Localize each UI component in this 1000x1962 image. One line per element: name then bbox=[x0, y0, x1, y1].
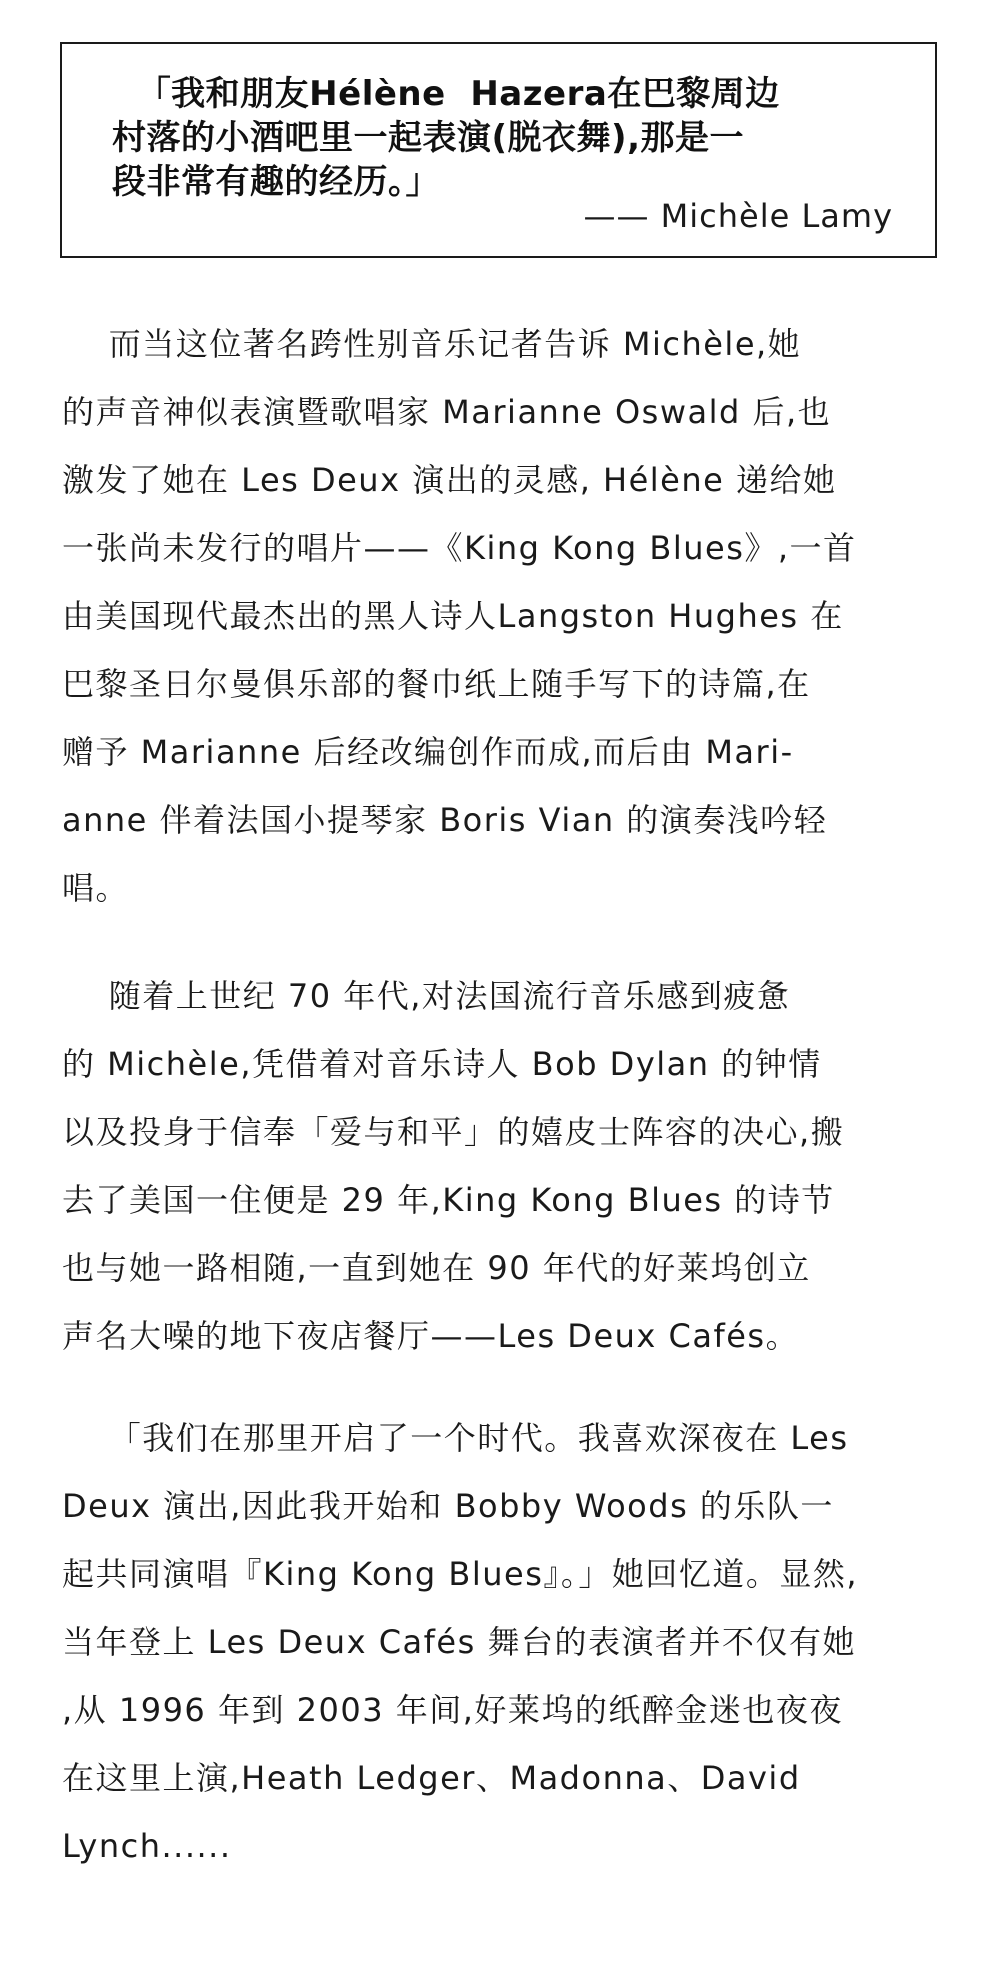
quote-author: —— Michèle Lamy bbox=[583, 197, 893, 235]
paragraph-3: 「我们在那里开启了一个时代。我喜欢深夜在 Les Deux 演出,因此我开始和 Bobby Woods 的乐队一 起共同演唱『King Kong Blues』。」她回忆道。显然, 当年登上 Les Deux Cafés 舞台的表演者并不仅有她 ,从 1996 年到 2003 年间,好莱坞的纸醉金迷也夜夜 在这里上演,Heath Ledger、Madonna、David Lynch...... bbox=[62, 1419, 859, 1865]
quote-box bbox=[60, 42, 937, 258]
quote-text: 「我和朋友Hélène Hazera在巴黎周边 村落的小酒吧里一起表演(脱衣舞),那是一 段非常有趣的经历。」 bbox=[112, 74, 780, 202]
paragraph-1: 而当这位著名跨性别音乐记者告诉 Michèle,她 的声音神似表演暨歌唱家 Marianne Oswald 后,也 激发了她在 Les Deux 演出的灵感, Hélène 递给她 一张尚未发行的唱片——《King Kong Blues》,一首 由美国现代最杰出的黑人诗人Langston Hughes 在 巴黎圣日尔曼俱乐部的餐巾纸上随手写下的诗篇,在 赠予 Marianne 后经改编创作而成,而后由 Mari- anne 伴着法国小提琴家 Boris Vian 的演奏浅吟轻 唱。 bbox=[62, 325, 857, 907]
paragraph-2: 随着上世纪 70 年代,对法国流行音乐感到疲惫 的 Michèle,凭借着对音乐诗人 Bob Dylan 的钟情 以及投身于信奉「爱与和平」的嬉皮士阵容的决心,搬 去了美国一住便是 29 年,King Kong Blues 的诗节 也与她一路相随,一直到她在 90 年代的好莱坞创立 声名大噪的地下夜店餐厅——Les Deux Cafés。 bbox=[62, 977, 845, 1355]
